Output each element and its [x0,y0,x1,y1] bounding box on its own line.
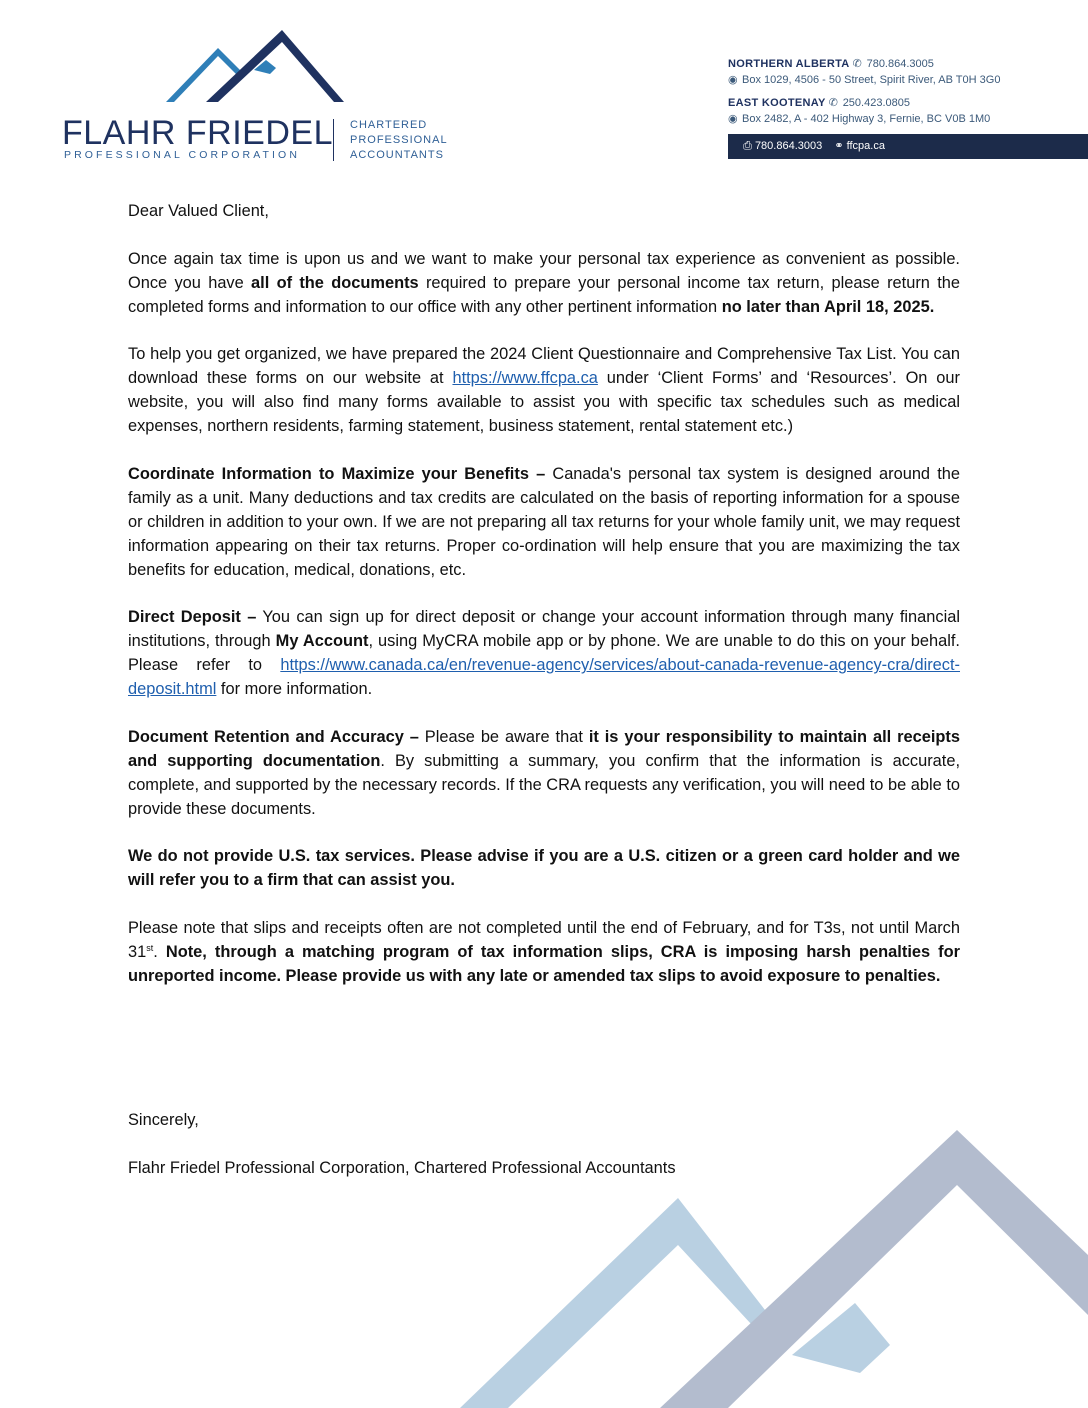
paragraph-us-services [128,845,960,893]
tagline-line: CHARTERED [350,119,428,131]
logo-mountains-icon [166,30,346,105]
office-address: Box 1029, 4506 - 50 Street, Spirit River, AB T0H 3G0 [742,74,1001,86]
section-heading: Coordinate Information to Maximize your Benefits – [128,464,546,483]
company-logo [62,30,462,170]
superscript: st [146,942,154,953]
text: Once again tax time is upon us and we want to make your personal tax experience as convenient as possible. Once you have [128,249,960,292]
tagline-line: PROFESSIONAL [350,134,448,146]
closing: Sincerely, [128,1111,199,1129]
paragraph-forms [128,343,960,439]
bold-text: Note, through a matching program of tax information slips, CRA is imposing harsh penalties for unreported income. Please provide us with any late or amended tax slips to avoid exposure to penalties. [128,942,960,985]
location-pin-icon: ◉ [728,74,738,86]
signature: Flahr Friedel Professional Corporation, Chartered Professional Accountants [128,1159,676,1177]
bold-text: We do not provide U.S. tax services. Please advise if you are a U.S. citizen or a green card holder and we will refer you to a firm that can assist you. [128,847,960,890]
office-region: NORTHERN ALBERTA [728,58,850,70]
text: Canada's personal tax system is designed around the family as a unit. Many deductions and tax credits are calculated on the basis of reporting information for a spouse or children in addition to your own. If we are not preparing all tax returns for your whole family unit, we may request information appearing on their tax returns. Proper co-ordination will help ensure that you are maximizing the tax benefits for education, medical, donations, etc. [128,464,960,579]
office-northern-alberta [728,56,1088,72]
paragraph-intro [128,248,960,320]
text: for more information. [216,680,373,699]
office-address-row [728,72,1088,88]
office-region: EAST KOOTENAY [728,97,826,109]
company-name: FLAHR FRIEDEL [62,114,333,152]
section-heading: Direct Deposit – [128,608,257,627]
text: You can sign up for direct deposit or change your account information through many financial institutions, through [128,608,960,651]
paragraph-retention [128,726,960,822]
text: required to prepare your personal income tax return, please return the completed forms and information to our office with any other pertinent information [128,273,960,316]
office-address: Box 2482, A - 402 Highway 3, Fernie, BC V0B 1M0 [742,113,991,125]
office-east-kootenay [728,95,1088,111]
text: , using MyCRA mobile app or by phone. We are unable to do this on your behalf. Please refer to [128,632,960,675]
text: under ‘Client Forms’ and ‘Resources’. On our website, you will also find many forms available to assist you with specific tax schedules such as medical expenses, northern residents, farming statement, business statement, rental statement etc.) [128,369,960,436]
contact-bar [728,134,1088,159]
section-heading: Document Retention and Accuracy – [128,727,419,746]
office-phone: 250.423.0805 [842,97,910,109]
office-address-row [728,111,1088,127]
text: . By submitting a summary, you confirm that the information is accurate, complete, and supported by the necessary records. If the CRA requests any verification, you will need to be able to provide these documents. [128,751,961,818]
deadline-text: no later than April 18, 2025. [721,297,935,316]
phone-icon: ✆ [852,58,862,70]
website-url-link[interactable]: https://www.ffcpa.ca [452,369,598,388]
paragraph-coordinate [128,463,960,583]
text: To help you get organized, we have prepared the 2024 Client Questionnaire and Comprehensive Tax List. You can download these forms on our website at [128,345,960,388]
background-mountains-icon [460,1125,1088,1408]
text: Please note that slips and receipts often are not completed until the end of February, and for T3s, not until March 31 [128,919,960,961]
website-link[interactable]: ffcpa.ca [846,140,885,152]
tagline-line: ACCOUNTANTS [350,149,444,161]
greeting: Dear Valued Client, [128,202,269,220]
bold-text: all of the documents [251,273,419,292]
text: . [153,942,166,961]
logo-divider [333,119,334,161]
contact-block [728,56,1088,127]
direct-deposit-link[interactable]: https://www.canada.ca/en/revenue-agency/services/about-canada-revenue-agency-cra/direct-deposit.html [128,656,960,699]
letter-body [128,200,960,1013]
office-phone: 780.864.3005 [866,58,934,70]
bold-text: My Account [275,632,369,651]
company-subtitle: PROFESSIONAL CORPORATION [64,149,301,161]
paragraph-slips [128,917,960,989]
phone-icon: ✆ [828,97,838,109]
paragraph-direct-deposit [128,606,960,702]
text: Please be aware that [418,727,589,746]
bold-text: it is your responsibility to maintain all receipts and supporting documentation [128,727,960,770]
fax-number: 780.864.3003 [754,140,823,152]
company-tagline [350,118,448,163]
globe-icon: ⚭ [834,140,844,152]
location-pin-icon: ◉ [728,113,738,125]
fax-icon: ⎙ [743,140,752,152]
